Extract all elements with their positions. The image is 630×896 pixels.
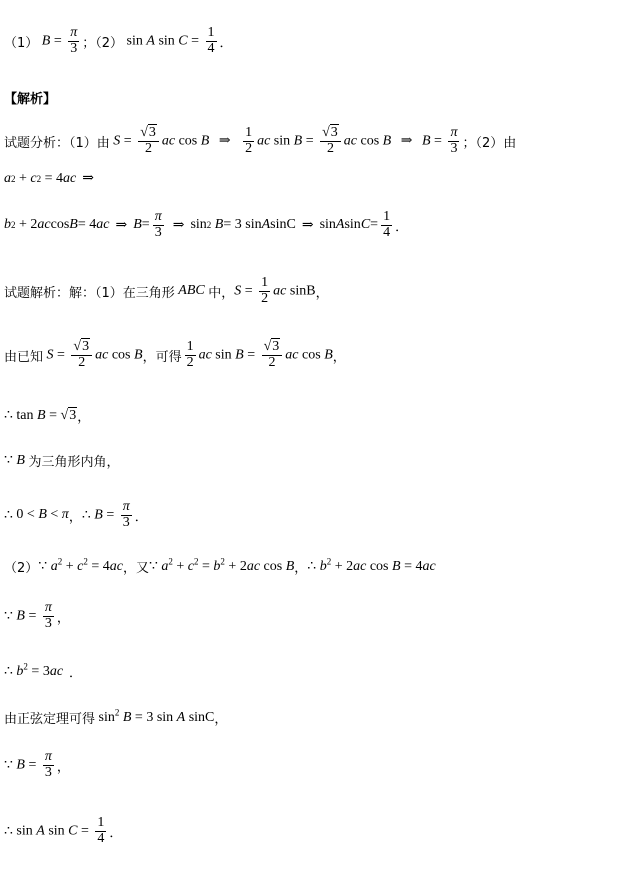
therefore-symbol: ∴ — [307, 559, 317, 574]
range-formula: 0 < B < π — [12, 507, 69, 523]
again-text: ，又 — [122, 561, 149, 576]
answer-line — [4, 26, 233, 56]
analysis-line-3: b 2 + 2 ac cos B = 4 ac ⇒ B = π 3 ⇒ sin 2 B = 3 sin A sinC ⇒ sin A sin C = 1 4 ． — [4, 209, 409, 240]
answer-b-value: B = $\frac{\pi}{3}$ — [41, 25, 78, 56]
therefore-symbol: ∴ — [4, 408, 13, 423]
b-value: B = $\frac{\pi}{3}$ — [16, 749, 52, 780]
analysis-end: ． — [395, 219, 409, 235]
sine-law-equation: $\sin^2 B = 3$ sin A sinC — [95, 706, 215, 725]
final-result: sin A sin C = $\frac{1}{4}$ — [12, 815, 105, 846]
comma: ， — [56, 759, 70, 775]
part2-line-2 — [4, 601, 70, 631]
angle-b: B — [16, 452, 25, 468]
area-formula: S = $\frac{1}{2}$ ac sinB — [234, 275, 316, 306]
known-formula: S = $\frac{√3}{2}$ ac cos B — [46, 339, 143, 370]
analysis-line-2: a 2 + c 2 = 4 ac ⇒ — [4, 170, 94, 186]
analysis-label: 试题分析：（1）由 — [4, 135, 110, 151]
analysis-part2-label: ；（2）由 — [462, 135, 517, 151]
section-title: 【解析】 — [4, 92, 57, 107]
comma: ， — [332, 349, 346, 365]
implies-symbol: ⇒ — [218, 133, 231, 149]
solution-known: 由已知 — [4, 349, 44, 365]
tan-formula: tan B = √3 — [12, 407, 77, 423]
part2-line-1 — [4, 557, 436, 576]
comma: ， — [68, 509, 82, 525]
implies-symbol: ⇒ — [400, 133, 413, 149]
therefore-symbol: ∴ — [4, 507, 13, 523]
answer-part2-label: ；（2） — [82, 35, 124, 51]
answer-sin-product: sin A sin C = $\frac{1}{4}$ — [123, 25, 215, 56]
comma: ， — [294, 561, 308, 576]
sine-law-text: 由正弦定理可得 — [4, 712, 96, 727]
comma: ， — [214, 712, 228, 727]
analysis-formula-1: S = $\frac{√3}{2}$ ac cos B ⇒ $\frac{1}{2}$ ac sin B = $\frac{√3}{2}$ ac cos B ⇒ B = $\frac{\pi}{3}$ — [113, 125, 458, 156]
solution-line-4 — [4, 451, 120, 470]
period: ． — [109, 825, 123, 841]
derived-formula: $\frac{1}{2}$ ac sin B = $\frac{√3}{2}$ ac cos B — [186, 339, 333, 370]
implies-symbol: ⇒ — [301, 217, 314, 233]
triangle-name: ABC — [178, 283, 205, 299]
answer-part1-label: （1） — [4, 35, 39, 51]
because-symbol: ∵ — [4, 608, 13, 624]
comma: ， — [315, 285, 329, 301]
b-value: B = $\frac{\pi}{3}$ — [94, 499, 130, 530]
because-symbol: ∵ — [38, 559, 48, 574]
implies-symbol: ⇒ — [82, 171, 94, 186]
b-squared-equation: $b^2 = 3ac$ — [16, 660, 64, 679]
b-value: B = $\frac{\pi}{3}$ — [16, 600, 52, 631]
part2-line-4 — [4, 708, 227, 727]
because-symbol: ∵ — [4, 757, 13, 773]
because-symbol: ∵ — [4, 453, 13, 468]
solution-line-1 — [4, 276, 329, 306]
because-symbol: ∵ — [148, 559, 158, 574]
solution-can-get: ，可得 — [142, 349, 182, 365]
interior-text: 为三角形内角， — [28, 455, 120, 470]
therefore-symbol: ∴ — [81, 507, 91, 523]
therefore-symbol: ∴ — [4, 823, 13, 839]
given-equation: $a^2 + c^2 = 4ac$ — [50, 555, 123, 574]
therefore-symbol: ∴ — [4, 664, 13, 679]
comma: ， — [56, 610, 70, 626]
implies-symbol: ⇒ — [115, 217, 128, 233]
cosine-law: $a^2 + c^2 = b^2 + 2ac$ cos B — [161, 555, 295, 574]
period: ． — [69, 666, 83, 681]
part2-label: （2） — [4, 561, 39, 576]
solution-line-5 — [4, 500, 148, 530]
solution-intro: 试题解析：解：（1）在三角形 — [4, 285, 175, 301]
part2-line-5 — [4, 750, 70, 780]
combined-equation: $b^2 + 2ac$ cos B = 4ac — [319, 555, 436, 574]
part2-line-6 — [4, 816, 122, 846]
analysis-line-1 — [4, 126, 516, 156]
solution-middle: 中， — [208, 285, 235, 301]
implies-symbol: ⇒ — [172, 217, 185, 233]
comma: ， — [77, 410, 91, 425]
answer-end: ． — [219, 35, 233, 51]
part2-line-3 — [4, 662, 82, 681]
period: ． — [134, 509, 148, 525]
solution-line-2 — [4, 340, 346, 370]
solution-line-3 — [4, 406, 90, 425]
